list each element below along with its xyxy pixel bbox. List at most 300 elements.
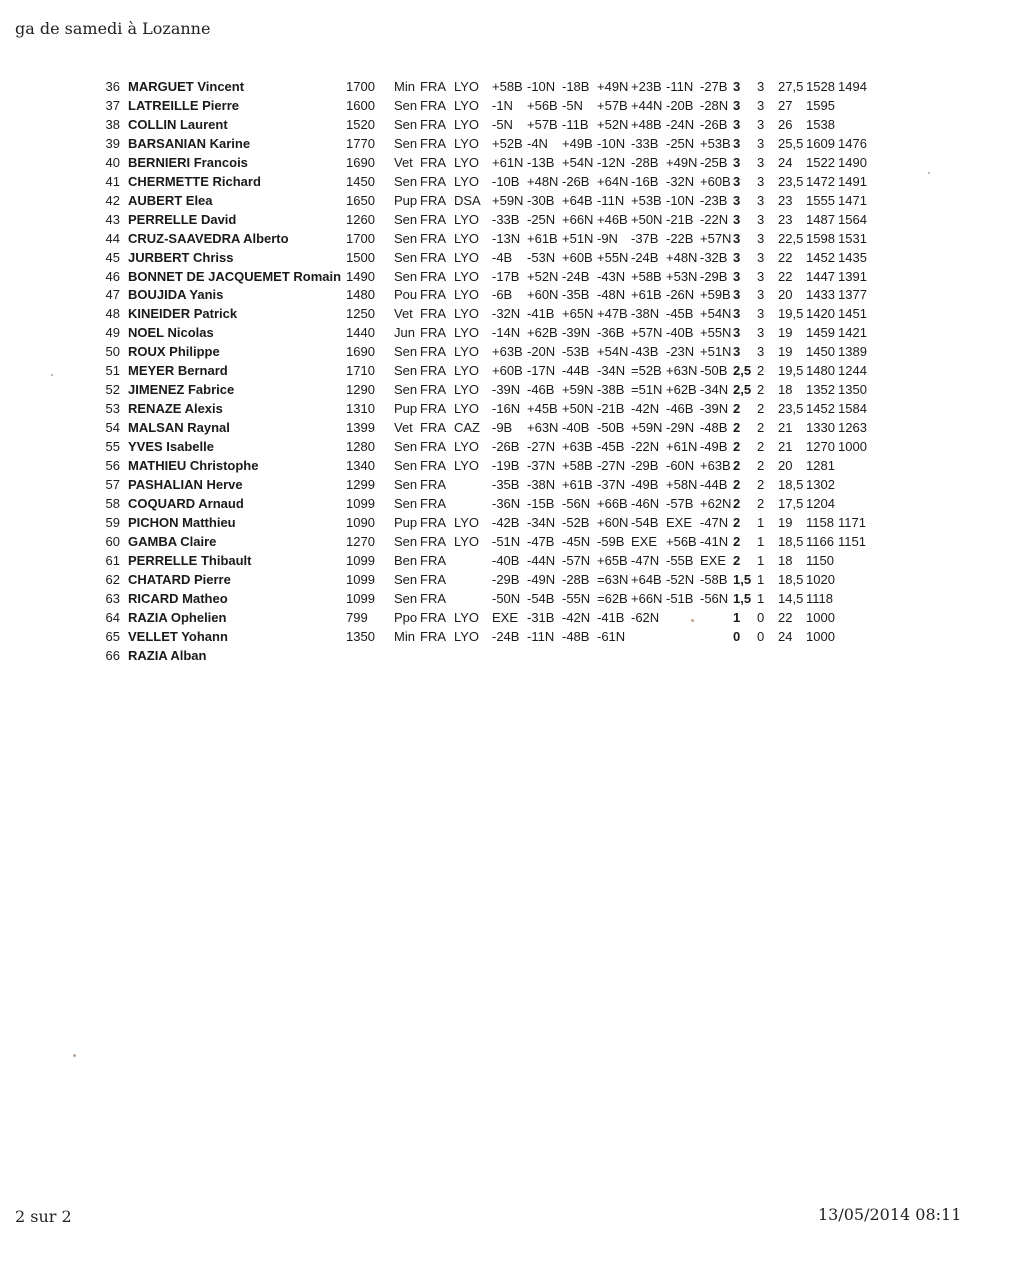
opponent-average-cell: 1435: [838, 249, 867, 265]
rating-cell: 1299: [346, 476, 375, 492]
federation-cell: FRA: [420, 363, 446, 379]
round-2-result: -17N: [527, 363, 556, 379]
performance-cell: 1118: [806, 590, 833, 606]
round-1-result: -50N: [492, 590, 521, 606]
round-6-result: -23N: [666, 344, 695, 360]
tiebreak-1-cell: 2: [757, 458, 765, 473]
player-name: VELLET Yohann: [128, 628, 228, 644]
round-5-result: -24B: [631, 249, 659, 265]
points-cell: 3: [733, 211, 741, 227]
round-2-result: -4N: [527, 135, 548, 151]
round-1-result: -14N: [492, 325, 521, 341]
round-5-result: +66N: [631, 590, 663, 606]
tiebreak-2-cell: 20: [778, 458, 793, 473]
club-cell: DSA: [454, 192, 481, 208]
round-5-result: =52B: [631, 363, 662, 379]
round-2-result: -34N: [527, 514, 556, 530]
tiebreak-2-cell: 18,5: [778, 476, 804, 492]
category-cell: Pup: [394, 514, 418, 530]
opponent-average-cell: 1490: [838, 154, 867, 170]
rating-cell: 1710: [346, 363, 375, 379]
round-4-result: +64N: [597, 173, 629, 189]
performance-cell: 1281: [806, 458, 835, 473]
federation-cell: FRA: [420, 401, 446, 417]
round-4-result: -10N: [597, 135, 626, 151]
performance-cell: 1528: [806, 79, 835, 94]
round-4-result: -59B: [597, 533, 625, 549]
category-cell: Sen: [394, 382, 418, 398]
round-2-result: -27N: [527, 439, 556, 455]
player-name: MEYER Bernard: [128, 363, 228, 379]
round-2-result: -25N: [527, 211, 556, 227]
opponent-average-cell: 1494: [838, 79, 867, 94]
round-5-result: EXE: [631, 533, 658, 549]
rank-cell: 57: [105, 476, 120, 492]
round-6-result: -22B: [666, 230, 694, 246]
opponent-average-cell: 1389: [838, 344, 867, 360]
scan-speck: [73, 1054, 76, 1057]
table-row: [0, 117, 900, 136]
points-cell: 1,5: [733, 590, 752, 606]
round-6-result: -51B: [666, 590, 694, 606]
round-5-result: +58B: [631, 268, 662, 284]
round-3-result: -24B: [562, 268, 590, 284]
tiebreak-1-cell: 2: [757, 382, 765, 398]
round-5-result: -33B: [631, 135, 659, 151]
round-5-result: +23B: [631, 79, 662, 94]
points-cell: 3: [733, 154, 741, 170]
rating-cell: 1350: [346, 628, 375, 644]
round-2-result: -49N: [527, 571, 556, 587]
tiebreak-1-cell: 3: [757, 325, 765, 341]
rank-cell: 59: [105, 514, 120, 530]
tiebreak-1-cell: 1: [757, 552, 765, 568]
category-cell: Sen: [394, 98, 418, 113]
tiebreak-2-cell: 27: [778, 98, 793, 113]
round-6-result: -26N: [666, 287, 695, 303]
federation-cell: FRA: [420, 590, 446, 606]
performance-cell: 1609: [806, 135, 835, 151]
tiebreak-2-cell: 22,5: [778, 230, 804, 246]
table-row: [0, 591, 900, 610]
rank-cell: 37: [105, 98, 120, 113]
round-1-result: -42B: [492, 514, 520, 530]
points-cell: 3: [733, 116, 741, 132]
federation-cell: FRA: [420, 192, 446, 208]
points-cell: 3: [733, 98, 741, 113]
rating-cell: 1600: [346, 98, 375, 113]
federation-cell: FRA: [420, 325, 446, 341]
round-6-result: -24N: [666, 116, 695, 132]
round-3-result: +63B: [562, 439, 593, 455]
table-row: [0, 648, 900, 667]
tiebreak-1-cell: 3: [757, 98, 765, 113]
points-cell: 3: [733, 344, 741, 360]
category-cell: Sen: [394, 344, 418, 360]
rank-cell: 43: [105, 211, 120, 227]
round-7-result: +51N: [700, 344, 732, 360]
federation-cell: FRA: [420, 628, 446, 644]
round-3-result: -26B: [562, 173, 590, 189]
round-2-result: +61B: [527, 230, 558, 246]
club-cell: LYO: [454, 98, 480, 113]
tiebreak-1-cell: 3: [757, 211, 765, 227]
tiebreak-2-cell: 19,5: [778, 306, 804, 322]
round-6-result: +63N: [666, 363, 698, 379]
performance-cell: 1459: [806, 325, 835, 341]
table-row: [0, 477, 900, 496]
federation-cell: FRA: [420, 476, 446, 492]
round-1-result: -40B: [492, 552, 520, 568]
player-name: RICARD Matheo: [128, 590, 228, 606]
federation-cell: FRA: [420, 268, 446, 284]
round-1-result: +52B: [492, 135, 523, 151]
round-6-result: -52N: [666, 571, 695, 587]
round-3-result: -11B: [562, 116, 589, 132]
round-5-result: -43B: [631, 344, 659, 360]
round-3-result: +64B: [562, 192, 593, 208]
round-2-result: +56B: [527, 98, 558, 113]
rank-cell: 66: [105, 647, 120, 663]
federation-cell: FRA: [420, 135, 446, 151]
federation-cell: FRA: [420, 571, 446, 587]
round-6-result: -46B: [666, 401, 694, 417]
player-name: RAZIA Ophelien: [128, 609, 227, 625]
rank-cell: 46: [105, 268, 120, 284]
table-row: [0, 287, 900, 306]
tiebreak-1-cell: 3: [757, 287, 765, 303]
round-1-result: -4B: [492, 249, 513, 265]
round-2-result: -37N: [527, 458, 556, 473]
rating-cell: 1099: [346, 495, 375, 511]
table-row: [0, 98, 900, 117]
rating-cell: 1500: [346, 249, 375, 265]
round-1-result: -5N: [492, 116, 513, 132]
table-row: [0, 363, 900, 382]
round-3-result: -52B: [562, 514, 590, 530]
tiebreak-1-cell: 3: [757, 135, 765, 151]
player-name: COQUARD Arnaud: [128, 495, 244, 511]
round-4-result: +57B: [597, 98, 628, 113]
rank-cell: 52: [105, 382, 120, 398]
opponent-average-cell: 1263: [838, 420, 867, 436]
player-name: KINEIDER Patrick: [128, 306, 238, 322]
tiebreak-2-cell: 18: [778, 552, 793, 568]
table-row: [0, 155, 900, 174]
tiebreak-2-cell: 18,5: [778, 533, 804, 549]
rank-cell: 61: [105, 552, 120, 568]
table-row: [0, 231, 900, 250]
federation-cell: FRA: [420, 458, 446, 473]
round-3-result: +59N: [562, 382, 594, 398]
round-7-result: +63B: [700, 458, 731, 473]
performance-cell: 1433: [806, 287, 835, 303]
tiebreak-2-cell: 23,5: [778, 401, 804, 417]
table-row: [0, 269, 900, 288]
round-6-result: -10N: [666, 192, 695, 208]
player-name: ROUX Philippe: [128, 344, 220, 360]
rank-cell: 50: [105, 344, 120, 360]
round-4-result: -38B: [597, 382, 625, 398]
round-1-result: +63B: [492, 344, 523, 360]
rank-cell: 65: [105, 628, 120, 644]
category-cell: Sen: [394, 173, 418, 189]
table-row: [0, 193, 900, 212]
round-6-result: +61N: [666, 439, 698, 455]
federation-cell: FRA: [420, 439, 446, 455]
rating-cell: 1280: [346, 439, 375, 455]
round-5-result: +61B: [631, 287, 662, 303]
points-cell: 3: [733, 287, 741, 303]
round-2-result: +57B: [527, 116, 558, 132]
club-cell: LYO: [454, 439, 480, 455]
round-2-result: +62B: [527, 325, 558, 341]
performance-cell: 1000: [806, 609, 835, 625]
table-row: [0, 79, 900, 98]
performance-cell: 1270: [806, 439, 835, 455]
round-3-result: +50N: [562, 401, 594, 417]
round-4-result: -43N: [597, 268, 626, 284]
tiebreak-2-cell: 26: [778, 116, 793, 132]
club-cell: LYO: [454, 344, 480, 360]
club-cell: LYO: [454, 230, 480, 246]
player-name: RENAZE Alexis: [128, 401, 223, 417]
round-5-result: -22N: [631, 439, 660, 455]
player-name: AUBERT Elea: [128, 192, 213, 208]
round-2-result: -15B: [527, 495, 555, 511]
rating-cell: 1099: [346, 590, 375, 606]
rating-cell: 1440: [346, 325, 375, 341]
points-cell: 2: [733, 533, 741, 549]
round-6-result: -57B: [666, 495, 694, 511]
club-cell: LYO: [454, 154, 480, 170]
tiebreak-2-cell: 25,5: [778, 135, 804, 151]
round-4-result: -48N: [597, 287, 626, 303]
points-cell: 2: [733, 420, 741, 436]
round-2-result: -11N: [527, 628, 555, 644]
round-5-result: -37B: [631, 230, 659, 246]
performance-cell: 1595: [806, 98, 835, 113]
round-3-result: -55N: [562, 590, 591, 606]
performance-cell: 1450: [806, 344, 835, 360]
tiebreak-2-cell: 19: [778, 344, 793, 360]
points-cell: 2: [733, 458, 741, 473]
table-row: [0, 439, 900, 458]
federation-cell: FRA: [420, 609, 446, 625]
club-cell: LYO: [454, 514, 480, 530]
tiebreak-1-cell: 3: [757, 268, 765, 284]
round-3-result: -57N: [562, 552, 591, 568]
tiebreak-2-cell: 14,5: [778, 590, 804, 606]
rank-cell: 60: [105, 533, 120, 549]
round-4-result: +47B: [597, 306, 628, 322]
tiebreak-2-cell: 22: [778, 268, 793, 284]
federation-cell: FRA: [420, 514, 446, 530]
player-name: JIMENEZ Fabrice: [128, 382, 235, 398]
round-5-result: +48B: [631, 116, 662, 132]
round-3-result: +65N: [562, 306, 594, 322]
round-4-result: =63N: [597, 571, 629, 587]
rank-cell: 58: [105, 495, 120, 511]
rank-cell: 39: [105, 135, 120, 151]
tiebreak-1-cell: 1: [757, 590, 765, 606]
tiebreak-1-cell: 3: [757, 230, 765, 246]
player-name: BERNIERI Francois: [128, 154, 248, 170]
rating-cell: 1250: [346, 306, 375, 322]
club-cell: LYO: [454, 249, 480, 265]
round-7-result: -34N: [700, 382, 729, 398]
round-6-result: +58N: [666, 476, 698, 492]
round-7-result: -49B: [700, 439, 728, 455]
round-4-result: +65B: [597, 552, 628, 568]
federation-cell: FRA: [420, 382, 446, 398]
round-4-result: -50B: [597, 420, 625, 436]
tiebreak-2-cell: 23,5: [778, 173, 804, 189]
round-5-result: =51N: [631, 382, 663, 398]
points-cell: 2: [733, 514, 741, 530]
rank-cell: 45: [105, 249, 120, 265]
performance-cell: 1000: [806, 628, 835, 644]
opponent-average-cell: 1377: [838, 287, 867, 303]
round-5-result: +64B: [631, 571, 662, 587]
player-name: BOUJIDA Yanis: [128, 287, 224, 303]
table-row: [0, 420, 900, 439]
round-1-result: -36N: [492, 495, 521, 511]
rank-cell: 49: [105, 325, 120, 341]
category-cell: Pup: [394, 192, 418, 208]
performance-cell: 1555: [806, 192, 835, 208]
category-cell: Sen: [394, 230, 418, 246]
rating-cell: 1270: [346, 533, 375, 549]
round-3-result: -45N: [562, 533, 591, 549]
round-2-result: -53N: [527, 249, 556, 265]
rating-cell: 1290: [346, 382, 375, 398]
player-name: PASHALIAN Herve: [128, 476, 243, 492]
tiebreak-2-cell: 22: [778, 249, 793, 265]
club-cell: LYO: [454, 458, 480, 473]
rank-cell: 64: [105, 609, 120, 625]
round-2-result: +48N: [527, 173, 559, 189]
table-row: [0, 174, 900, 193]
category-cell: Min: [394, 628, 415, 644]
federation-cell: FRA: [420, 495, 446, 511]
points-cell: 3: [733, 79, 741, 94]
round-5-result: -47N: [631, 552, 660, 568]
points-cell: 2,5: [733, 382, 752, 398]
club-cell: LYO: [454, 628, 480, 644]
points-cell: 3: [733, 268, 741, 284]
round-2-result: -41B: [527, 306, 555, 322]
round-3-result: -44B: [562, 363, 590, 379]
performance-cell: 1204: [806, 495, 835, 511]
round-2-result: +45B: [527, 401, 558, 417]
round-4-result: +66B: [597, 495, 628, 511]
category-cell: Pou: [394, 287, 418, 303]
round-2-result: -10N: [527, 79, 556, 94]
opponent-average-cell: 1451: [838, 306, 867, 322]
round-3-result: -40B: [562, 420, 590, 436]
round-7-result: -29B: [700, 268, 728, 284]
round-2-result: -54B: [527, 590, 555, 606]
category-cell: Sen: [394, 533, 418, 549]
tiebreak-1-cell: 0: [757, 628, 765, 644]
club-cell: LYO: [454, 401, 480, 417]
tiebreak-1-cell: 2: [757, 363, 765, 379]
club-cell: LYO: [454, 211, 480, 227]
tiebreak-1-cell: 3: [757, 173, 765, 189]
rank-cell: 62: [105, 571, 120, 587]
tiebreak-2-cell: 18,5: [778, 571, 804, 587]
tiebreak-1-cell: 2: [757, 420, 765, 436]
club-cell: LYO: [454, 325, 480, 341]
round-3-result: -35B: [562, 287, 590, 303]
club-cell: LYO: [454, 287, 480, 303]
round-4-result: +54N: [597, 344, 629, 360]
round-7-result: -44B: [700, 476, 728, 492]
points-cell: 3: [733, 230, 741, 246]
category-cell: Ppo: [394, 609, 418, 625]
tiebreak-1-cell: 3: [757, 116, 765, 132]
round-6-result: EXE: [666, 514, 693, 530]
round-4-result: -9N: [597, 230, 618, 246]
player-name: LATREILLE Pierre: [128, 98, 240, 113]
round-1-result: -19B: [492, 458, 520, 473]
round-6-result: -11N: [666, 79, 694, 94]
table-row: [0, 629, 900, 648]
tiebreak-2-cell: 23: [778, 192, 793, 208]
rating-cell: 1490: [346, 268, 375, 284]
round-6-result: +56B: [666, 533, 697, 549]
round-6-result: -21B: [666, 211, 694, 227]
rank-cell: 40: [105, 154, 120, 170]
rating-cell: 1690: [346, 344, 375, 360]
round-5-result: -29B: [631, 458, 659, 473]
round-3-result: -28B: [562, 571, 590, 587]
round-4-result: +55N: [597, 249, 629, 265]
round-1-result: -39N: [492, 382, 521, 398]
opponent-average-cell: 1000: [838, 439, 867, 455]
rating-cell: 1099: [346, 571, 375, 587]
club-cell: LYO: [454, 135, 480, 151]
round-1-result: +58B: [492, 79, 523, 94]
points-cell: 2: [733, 476, 741, 492]
round-3-result: +58B: [562, 458, 593, 473]
table-row: [0, 344, 900, 363]
round-6-result: +53N: [666, 268, 698, 284]
round-7-result: -22N: [700, 211, 729, 227]
table-row: [0, 212, 900, 231]
category-cell: Sen: [394, 268, 418, 284]
round-7-result: -28N: [700, 98, 729, 113]
rank-cell: 56: [105, 458, 120, 473]
round-4-result: -12N: [597, 154, 626, 170]
points-cell: 3: [733, 306, 741, 322]
rating-cell: 1480: [346, 287, 375, 303]
table-row: [0, 553, 900, 572]
rank-cell: 63: [105, 590, 120, 606]
rating-cell: 1450: [346, 173, 375, 189]
player-name: PICHON Matthieu: [128, 514, 236, 530]
tiebreak-1-cell: 2: [757, 401, 765, 417]
round-1-result: -10B: [492, 173, 520, 189]
category-cell: Sen: [394, 116, 418, 132]
round-2-result: +60N: [527, 287, 559, 303]
round-6-result: -40B: [666, 325, 694, 341]
tiebreak-1-cell: 2: [757, 495, 765, 511]
federation-cell: FRA: [420, 230, 446, 246]
table-row: [0, 496, 900, 515]
player-name: BONNET DE JACQUEMET Romain: [128, 268, 342, 284]
